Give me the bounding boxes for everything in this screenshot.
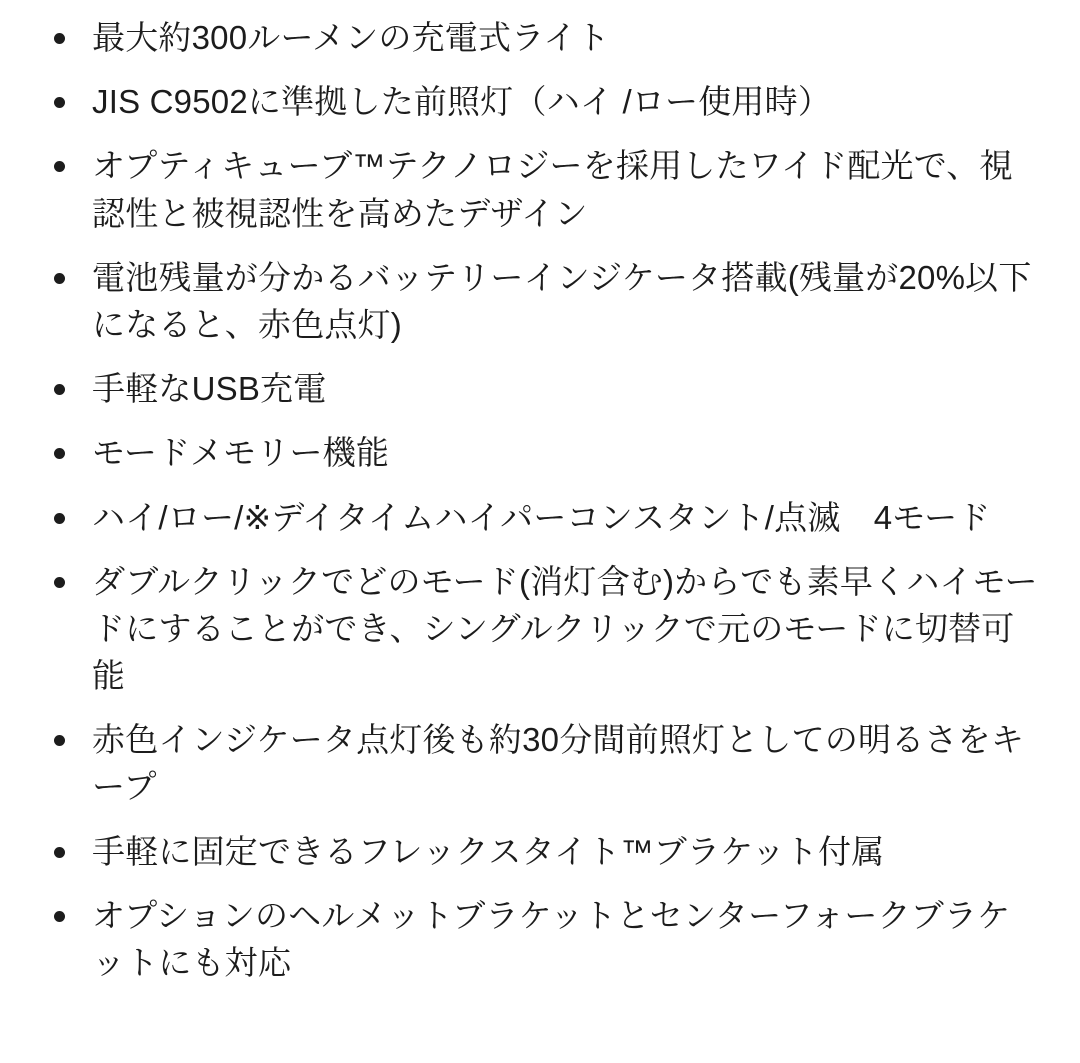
bullet-icon: [54, 513, 65, 524]
bullet-icon: [54, 97, 65, 108]
bullet-icon: [54, 847, 65, 858]
list-item: [40, 365, 1040, 412]
list-item: [40, 828, 1040, 875]
list-item-text: オプティキューブ™テクノロジーを採用したワイド配光で、視認性と被視認性を高めたデザイン: [92, 147, 1013, 232]
list-item-text: 電池残量が分かるバッテリーインジケータ搭載(残量が20%以下になると、赤色点灯): [92, 258, 1032, 343]
list-item: [40, 78, 1040, 125]
list-item: [40, 494, 1040, 541]
list-item: [40, 254, 1040, 348]
bullet-icon: [54, 448, 65, 459]
list-item-text: 最大約300ルーメンの充電式ライト: [92, 19, 610, 56]
list-item-text: JIS C9502に準拠した前照灯（ハイ /ロー使用時）: [92, 83, 832, 121]
list-item: [40, 716, 1040, 810]
list-item: [40, 429, 1040, 476]
list-item-text: モードメモリー機能: [92, 434, 390, 472]
list-item: [40, 558, 1040, 700]
bullet-icon: [54, 911, 65, 922]
list-item-text: ダブルクリックでどのモード(消灯含む)からでも素早くハイモードにすることができ、シングルクリックで元のモードに切替可能: [92, 562, 1038, 695]
list-item-text: 赤色インジケータ点灯後も約30分間前照灯としての明るさをキープ: [92, 721, 1025, 806]
list-item: [40, 14, 1040, 61]
list-item: [40, 892, 1040, 986]
list-item-text: オプションのヘルメットブラケットとセンターフォークブラケットにも対応: [92, 896, 1011, 981]
list-item-text: ハイ/ロー/※デイタイムハイパーコンスタント/点滅 4モード: [92, 498, 991, 536]
bullet-icon: [54, 384, 65, 395]
bullet-icon: [54, 161, 65, 172]
bullet-icon: [54, 577, 65, 588]
bullet-icon: [54, 735, 65, 746]
list-item-text: 手軽なUSB充電: [92, 370, 327, 408]
list-item: [40, 142, 1040, 236]
bullet-icon: [54, 273, 65, 284]
list-item-text: 手軽に固定できるフレックスタイト™ブラケット付属: [92, 832, 885, 870]
product-feature-list: [40, 14, 1040, 986]
bullet-icon: [54, 33, 65, 44]
